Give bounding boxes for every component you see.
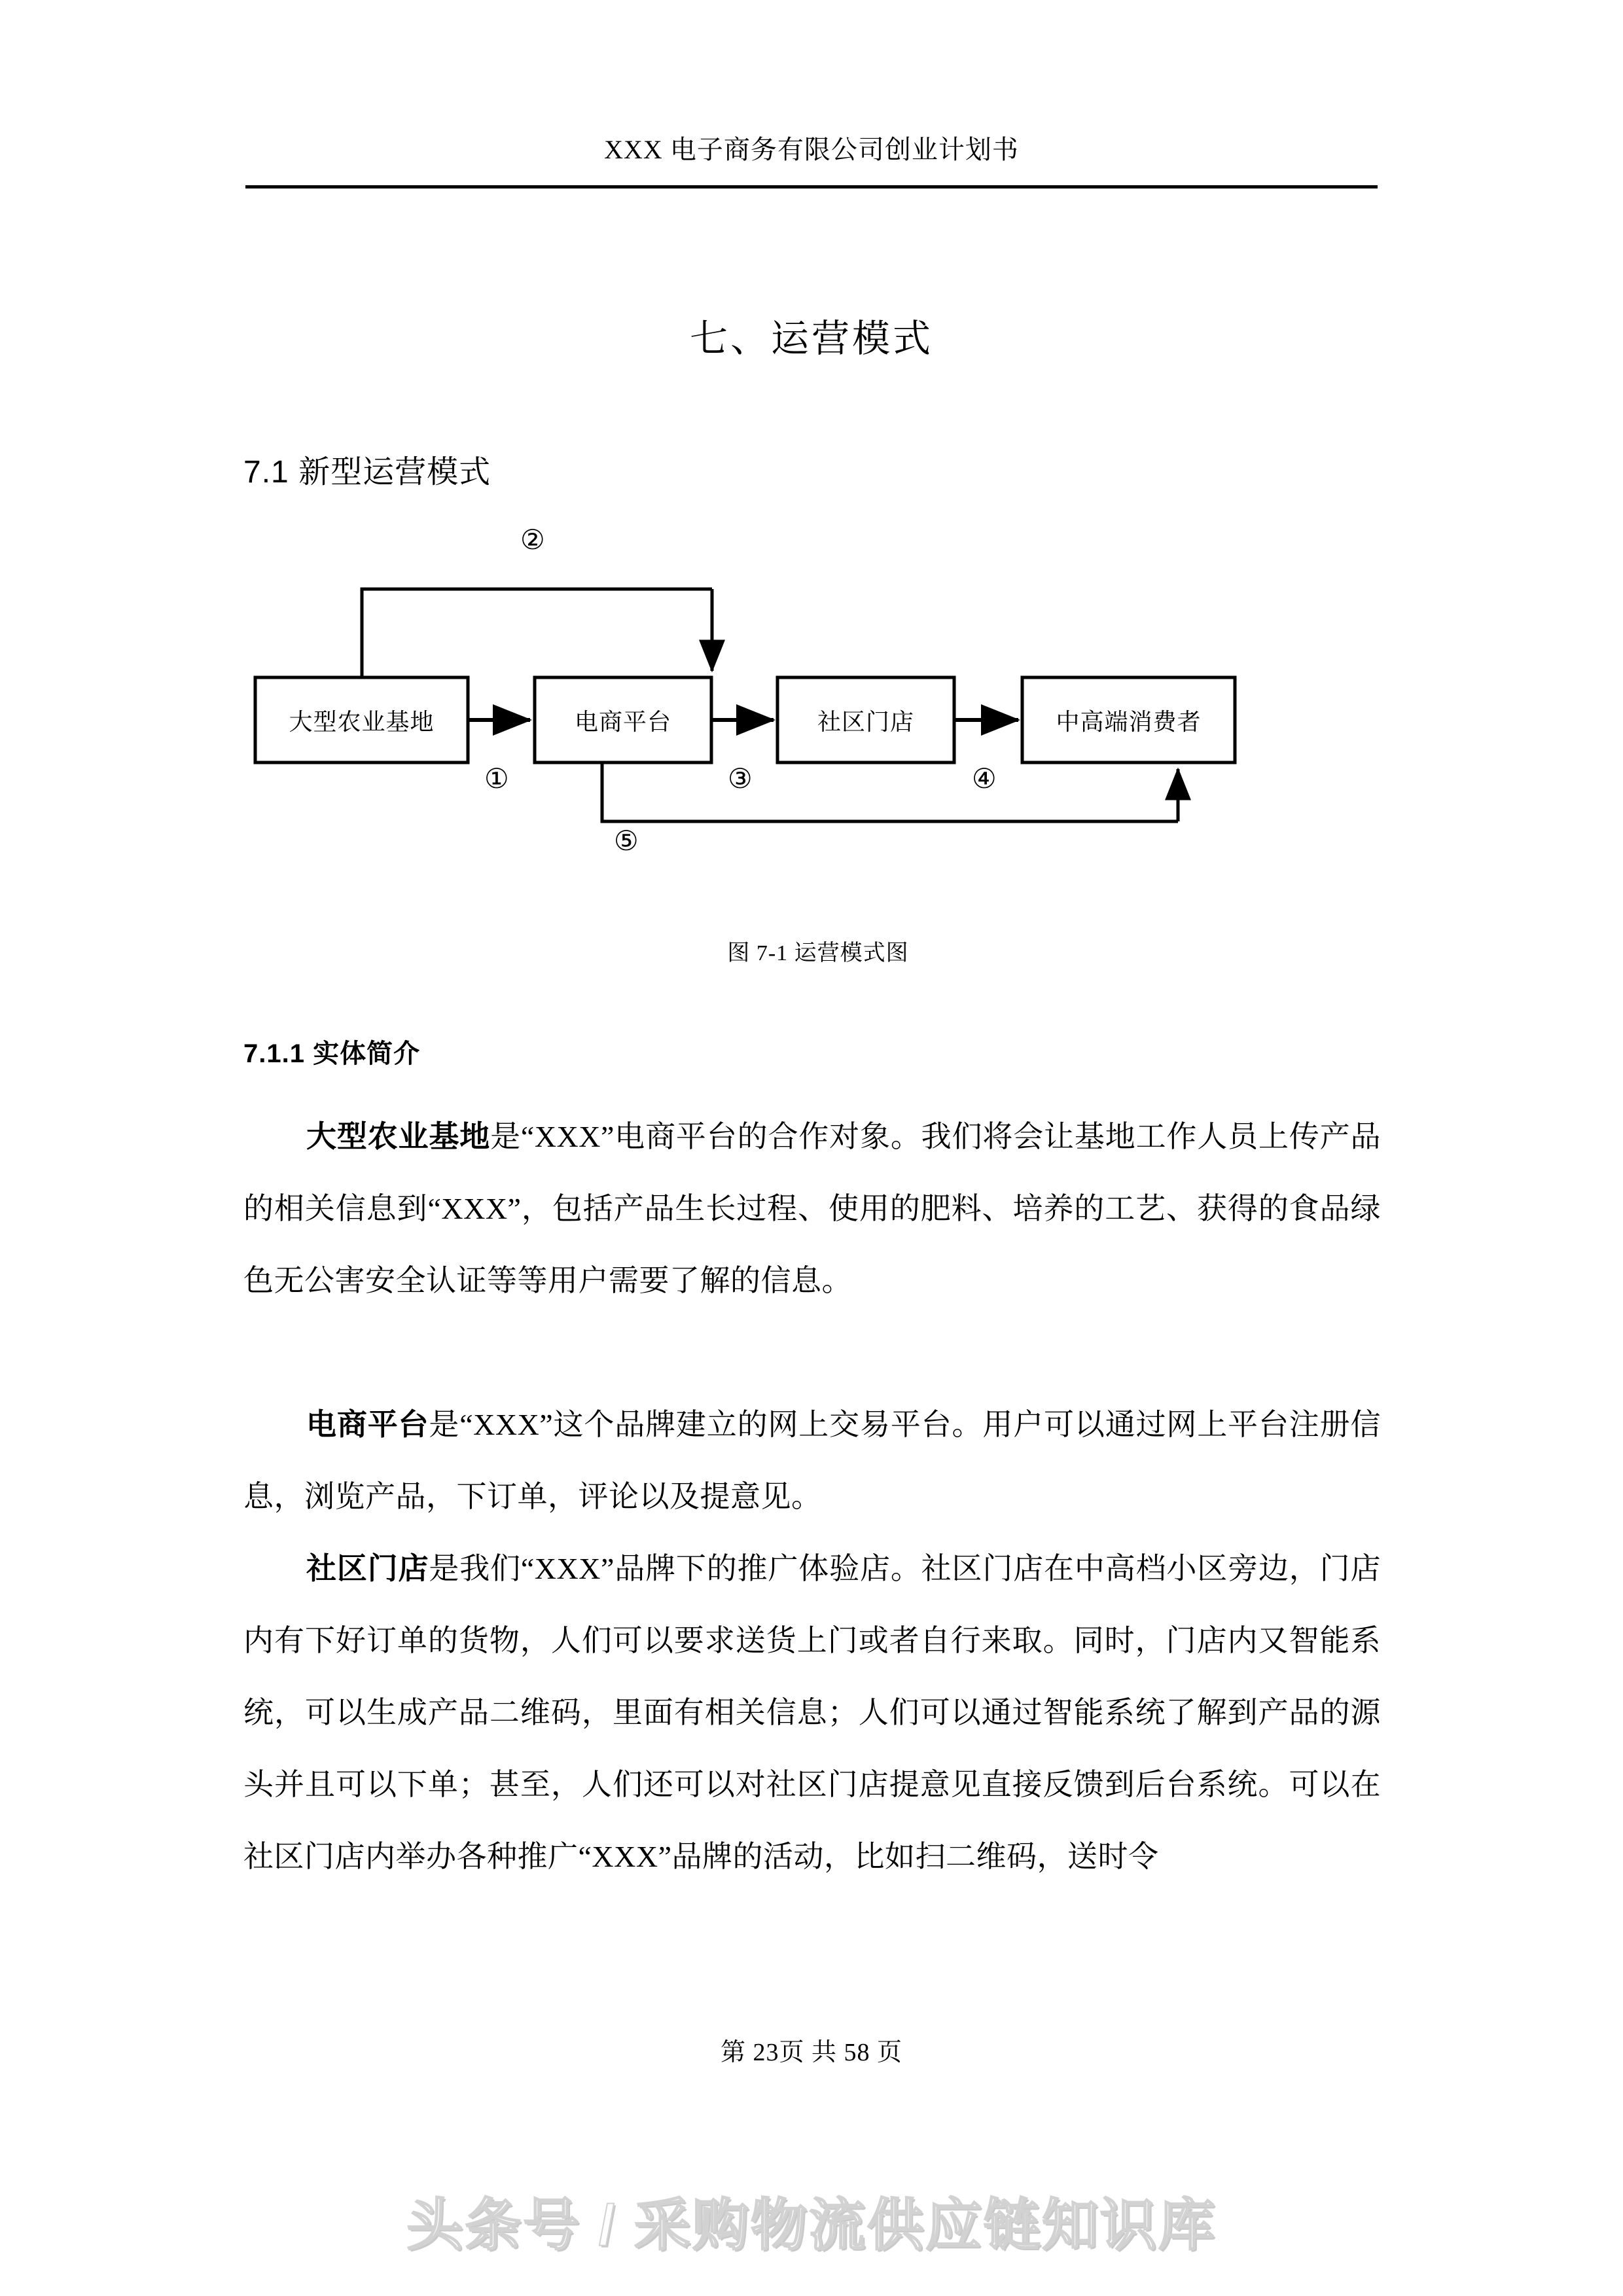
paragraph-community-store xyxy=(243,1533,1381,1893)
document-header xyxy=(245,134,1378,166)
diagram-node-4 xyxy=(1022,677,1235,762)
edge-5-path xyxy=(602,762,1178,821)
edge-label-5: ⑤ xyxy=(614,827,639,857)
edge-label-3: ③ xyxy=(728,764,753,795)
operating-model-diagram xyxy=(242,517,1394,857)
chapter-title: 七、运营模式 xyxy=(689,317,933,360)
paragraph-body-text: 是“XXX”这个品牌建立的网上交易平台。用户可以通过网上平台注册信息，浏览产品，下订单，评论以及提意见。 xyxy=(243,1408,1381,1513)
paragraph-body-text: 是“XXX”电商平台的合作对象。我们将会让基地工作人员上传产品的相关信息到“XXX”，包括产品生长过程、使用的肥料、培养的工艺、获得的食品绿色无公害安全认证等等用户需要了解的信息。 xyxy=(243,1120,1381,1297)
paragraph-lead-term: 大型农业基地 xyxy=(306,1120,491,1153)
paragraph-body-text: 是我们“XXX”品牌下的推广体验店。社区门店在中高档小区旁边，门店内有下好订单的货物，人们可以要求送货上门或者自行来取。同时，门店内又智能系统，可以生成产品二维码，里面有相关信息；人们可以通过智能系统了解到产品的源头并且可以下单；甚至，人们还可以对社区门店提意见直接反馈到后台系统。可以在社区门店内举办各种推广“XXX”品牌的活动，比如扫二维码，送时令 xyxy=(243,1552,1381,1873)
diagram-node-1-label: 大型农业基地 xyxy=(289,708,435,735)
paragraph-agricultural-base xyxy=(243,1101,1381,1317)
diagram-node-2 xyxy=(535,677,711,762)
paragraph-text xyxy=(243,1101,1381,1317)
diagram-node-1 xyxy=(255,677,468,762)
diagram-node-3 xyxy=(777,677,954,762)
section-heading-7-1-1: 7.1.1 实体简介 xyxy=(243,1039,421,1068)
paragraph-lead-term: 电商平台 xyxy=(306,1408,429,1441)
paragraph-text xyxy=(243,1389,1381,1533)
page-footer: 第 23页 共 58 页 xyxy=(720,2039,902,2066)
diagram-node-2-label: 电商平台 xyxy=(574,708,671,735)
paragraph-ecommerce-platform xyxy=(243,1389,1381,1533)
section-heading-7-1: 7.1 新型运营模式 xyxy=(243,455,491,490)
watermark: 头条号 / 采购物流供应链知识库 xyxy=(406,2194,1217,2257)
figure-caption: 图 7-1 运营模式图 xyxy=(727,941,909,965)
edge-label-2: ② xyxy=(520,526,545,556)
diagram-node-3-label: 社区门店 xyxy=(817,708,914,735)
header-title: XXX 电子商务有限公司创业计划书 xyxy=(604,135,1019,164)
header-divider xyxy=(245,185,1378,188)
diagram-node-4-label: 中高端消费者 xyxy=(1056,708,1202,735)
edge-label-4: ④ xyxy=(972,764,997,795)
edge-2-path xyxy=(362,589,712,677)
paragraph-text xyxy=(243,1533,1381,1893)
paragraph-lead-term: 社区门店 xyxy=(306,1552,429,1585)
edge-label-1: ① xyxy=(484,764,509,795)
